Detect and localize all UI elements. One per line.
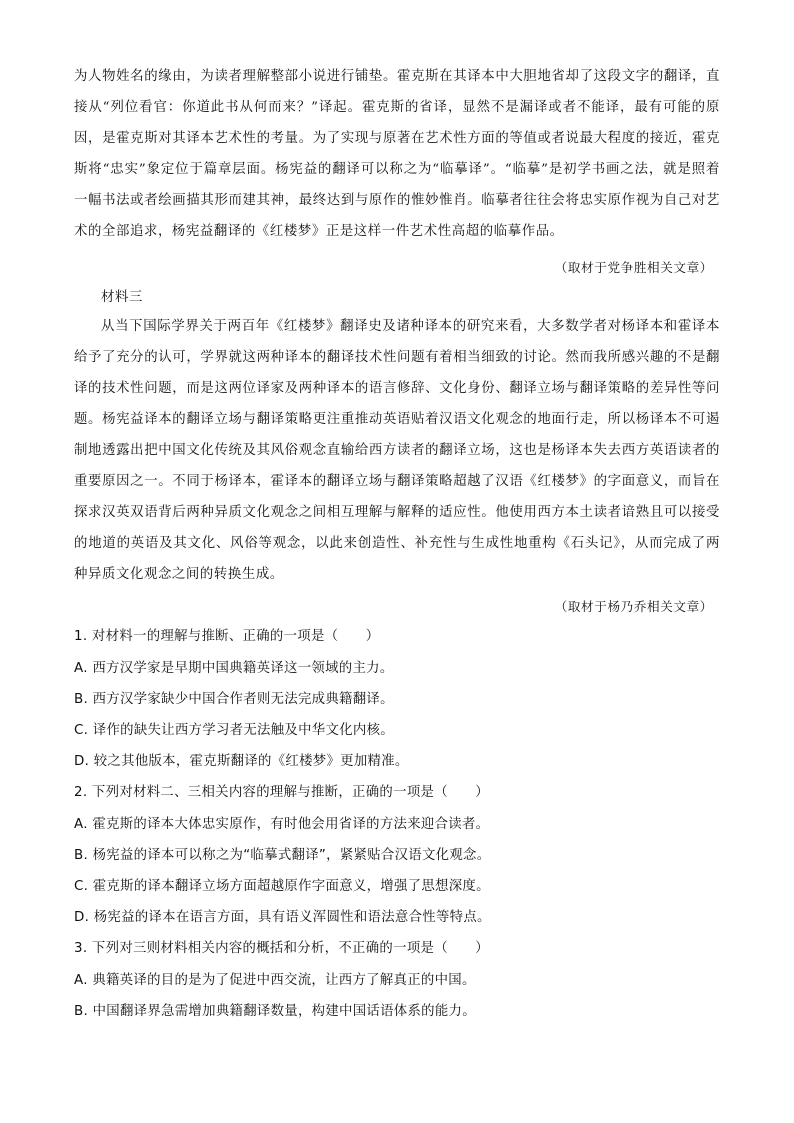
material3-heading: 材料三 (101, 290, 143, 305)
question-2-option-a: A. 霍克斯的译本大体忠实原作，有时他会用省译的方法来迎合读者。 (74, 817, 490, 832)
material3-paragraph: 从当下国际学界关于两百年《红楼梦》翻译史及诸种译本的研究来看，大多数学者对杨译本和霍译本给予了充分的认可，学界就这两种译本的翻译技术性问题有着相当细致的讨论。然而我所感兴趣的不是翻译的技术性问题，而是这两位译家及两种译本的语言修辞、文化身份、翻译立场与翻译策略的差异性等问题。杨宪益译本的翻译立场与翻译策略更注重推动英语贴着汉语文化观念的地面行走，所以杨译本不可遏制地透露出把中国文化传统及其风俗观念直输给西方读者的翻译立场，这也是杨译本失去西方英语读者的重要原因之一。不同于杨译本，霍译本的翻译立场与翻译策略超越了汉语《红楼梦》的字面意义，而旨在探求汉英双语背后两种异质文化观念之间相互理解与解释的适应性。他使用西方本土读者谙熟且可以接受的地道的英语及其文化、风俗等观念，以此来创造性、补充性与生成性地重构《石头记》，从而完成了两种异质文化观念之间的转换生成。 (74, 319, 720, 582)
question-2-stem: 2. 下列对材料二、三相关内容的理解与推断，正确的一项是（ ） (74, 785, 489, 800)
material2-source: （取材于党争胜相关文章） (554, 260, 713, 275)
question-2-option-c: C. 霍克斯的译本翻译立场方面超越原作字面意义，增强了思想深度。 (74, 879, 490, 894)
question-2-option-b: B. 杨宪益的译本可以称之为“临摹式翻译”，紧紧贴合汉语文化观念。 (74, 848, 491, 863)
question-1-option-b: B. 西方汉学家缺少中国合作者则无法完成典籍翻译。 (74, 692, 394, 707)
question-1-option-c: C. 译作的缺失让西方学习者无法触及中华文化内核。 (74, 723, 394, 738)
material3-source: （取材于杨乃乔相关文章） (554, 599, 713, 614)
question-1-option-d: D. 较之其他版本，霍克斯翻译的《红楼梦》更加精准。 (74, 754, 409, 769)
material2-tail-paragraph: 为人物姓名的缘由，为读者理解整部小说进行铺垫。霍克斯在其译本中大胆地省却了这段文字的翻译，直接从“列位看官：你道此书从何而来？”译起。霍克斯的省译，显然不是漏译或者不能译，最有可能的原因，是霍克斯对其译本艺术性的考量。为了实现与原著在艺术性方面的等值或者说最大程度的接近，霍克斯将“忠实”象定位于篇章层面。杨宪益的翻译可以称之为“临摹译”。“临摹”是初学书画之法，就是照着一幅书法或者绘画描其形而建其神，最终达到与原作的惟妙惟肖。临摹者往往会将忠实原作视为自己对艺术的全部追求，杨宪益翻译的《红楼梦》正是这样一件艺术性高超的临摹作品。 (74, 69, 720, 239)
question-3-stem: 3. 下列对三则材料相关内容的概括和分析，不正确的一项是（ ） (74, 941, 489, 956)
question-1-stem: 1. 对材料一的理解与推断、正确的一项是（ ） (74, 629, 380, 644)
question-2-option-d: D. 杨宪益的译本在语言方面，具有语义浑圆性和语法意合性等特点。 (74, 910, 491, 925)
question-1-option-a: A. 西方汉学家是早期中国典籍英译这一领域的主力。 (74, 661, 394, 676)
question-3-option-a: A. 典籍英译的目的是为了促进中西交流，让西方了解真正的中国。 (74, 973, 476, 988)
question-3-option-b: B. 中国翻译界急需增加典籍翻译数量，构建中国话语体系的能力。 (74, 1004, 476, 1019)
